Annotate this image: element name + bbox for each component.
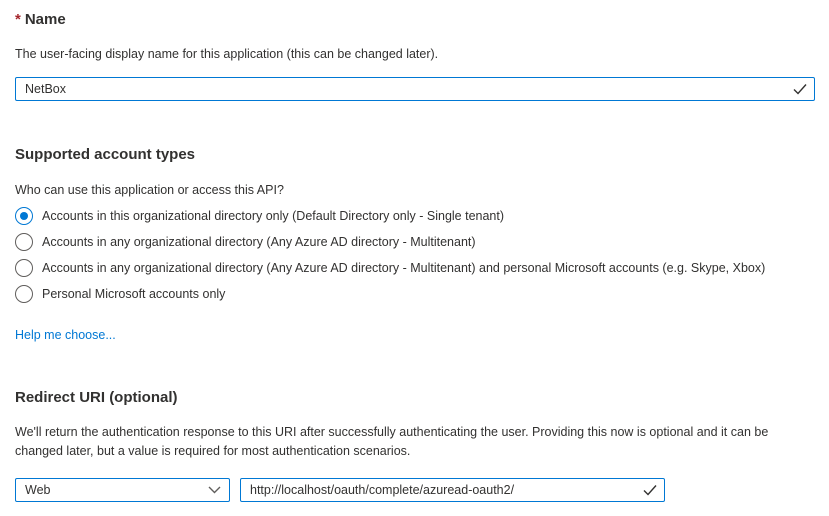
radio-icon[interactable] (15, 259, 33, 277)
radio-option-single-tenant[interactable] (15, 207, 815, 225)
redirect-uri-description: We'll return the authentication response to this URI after successfully authenticating the user. Providing this now is optional and it can be changed later, but a value is required for most authentication scenarios. (15, 425, 769, 458)
radio-option-personal-only[interactable] (15, 285, 815, 303)
name-heading-label: Name (24, 11, 66, 28)
radio-icon[interactable] (15, 233, 33, 251)
radio-option-label: Personal Microsoft accounts only (42, 287, 226, 301)
radio-icon[interactable] (15, 207, 33, 225)
redirect-uri-row (15, 478, 815, 502)
account-types-question: Who can use this application or access this API? (15, 183, 284, 197)
radio-option-multitenant[interactable] (15, 233, 815, 251)
name-section (15, 10, 815, 101)
radio-option-label: Accounts in this organizational directory only (Default Directory only - Single tenant) (42, 209, 505, 223)
name-description: The user-facing display name for this application (this can be changed later). (15, 47, 439, 61)
supported-account-types-section (15, 145, 815, 344)
radio-icon[interactable] (15, 285, 33, 303)
name-input[interactable] (15, 77, 815, 101)
redirect-uri-section (15, 388, 815, 502)
name-heading (15, 10, 815, 30)
name-field (15, 77, 815, 101)
redirect-uri-input[interactable] (240, 478, 665, 502)
platform-select-value: Web (25, 483, 51, 497)
chevron-down-icon (208, 486, 221, 494)
radio-option-label: Accounts in any organizational directory (Any Azure AD directory - Multitenant) (42, 235, 476, 249)
redirect-uri-field (240, 478, 665, 502)
redirect-uri-heading: Redirect URI (optional) (15, 389, 178, 406)
radio-option-label: Accounts in any organizational directory (Any Azure AD directory - Multitenant) and personal Microsoft accounts (e.g. Skype, Xbox) (42, 261, 766, 275)
help-me-choose-link[interactable]: Help me choose... (15, 328, 116, 342)
platform-select[interactable] (15, 478, 230, 502)
required-marker: * (15, 11, 21, 28)
account-types-heading: Supported account types (15, 146, 196, 163)
radio-option-multitenant-personal[interactable] (15, 259, 815, 277)
